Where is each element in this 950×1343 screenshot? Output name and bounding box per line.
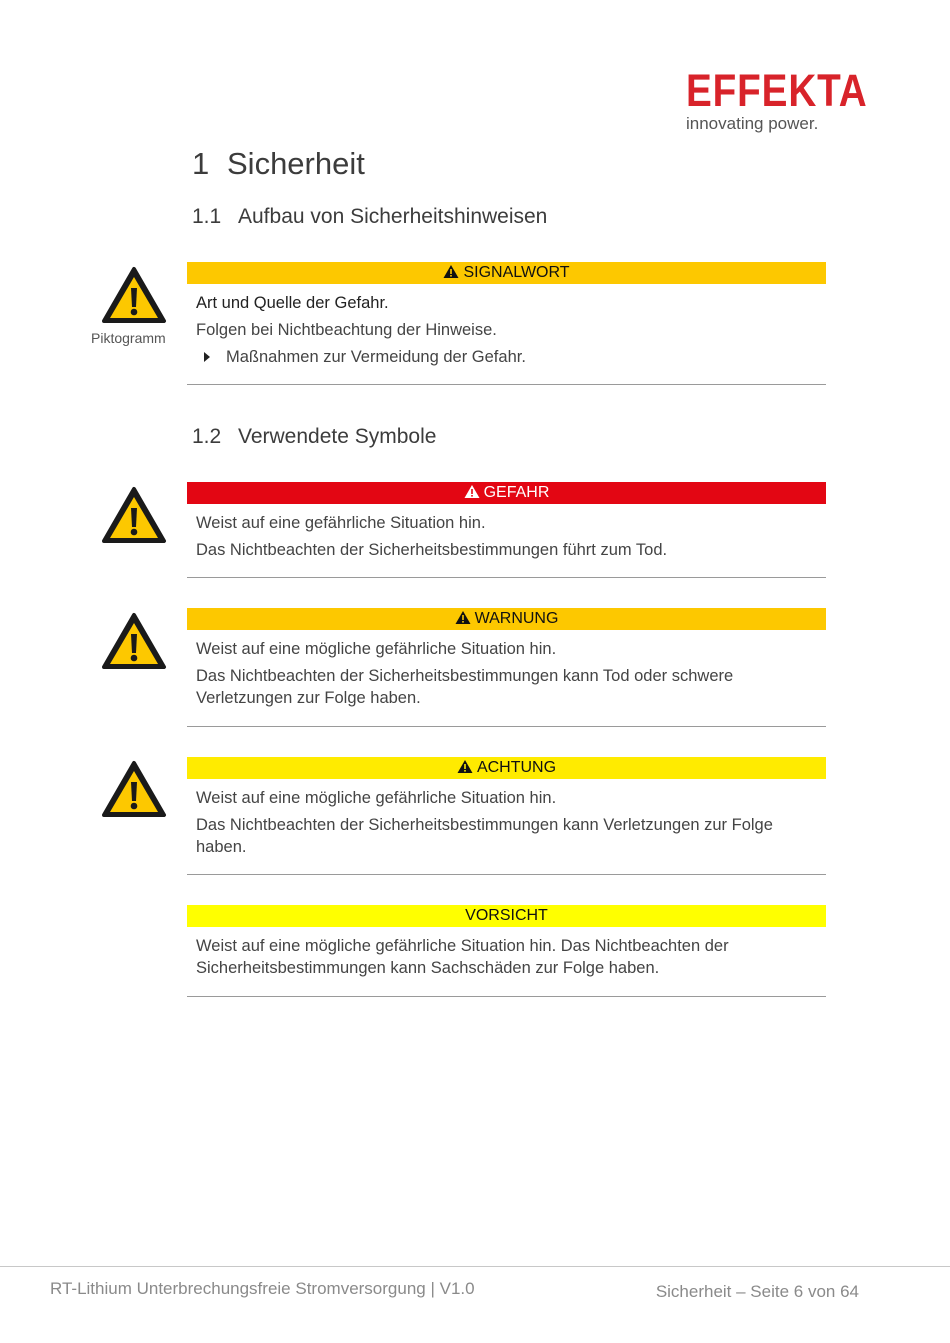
- warning-triangle-icon: [457, 759, 473, 774]
- warning-banner: [187, 608, 826, 630]
- hazard-source: Art und Quelle der Gefahr.: [196, 294, 389, 312]
- banner-label: SIGNALWORT: [463, 264, 570, 281]
- footer-document-title: RT-Lithium Unterbrechungsfreie Stromversorgung | V1.0: [50, 1279, 475, 1298]
- footer-divider: [0, 1266, 950, 1267]
- chapter-heading: [192, 146, 365, 182]
- danger-pictogram-icon: [101, 486, 167, 544]
- measure-text: Maßnahmen zur Vermeidung der Gefahr.: [226, 348, 526, 366]
- footer-page-number: Sicherheit – Seite 6 von 64: [655, 1282, 859, 1301]
- notice-line: Das Nichtbeachten der Sicherheitsbestimmungen kann Tod oder schwere Verletzungen zur Folge haben.: [196, 667, 734, 707]
- logo-tagline: innovating power.: [686, 114, 819, 133]
- section-title: Aufbau von Sicherheitshinweisen: [238, 205, 548, 228]
- chapter-title: Sicherheit: [227, 146, 365, 181]
- warning-notice: [187, 608, 826, 727]
- notice-caution: [187, 905, 826, 997]
- notice-line: Weist auf eine mögliche gefährliche Situation hin.: [196, 640, 557, 658]
- danger-notice: [187, 482, 826, 578]
- banner-label: ACHTUNG: [476, 759, 557, 776]
- hazard-consequence: Folgen bei Nichtbeachtung der Hinweise.: [196, 321, 497, 339]
- safety-notice-template: [187, 262, 826, 385]
- attention-banner: [187, 757, 826, 779]
- section-number: 1.1: [192, 205, 222, 228]
- bullet-arrow-icon: [204, 352, 210, 362]
- chapter-number: 1: [192, 146, 210, 181]
- banner-label: WARNUNG: [474, 610, 559, 627]
- logo-wordmark: EFFEKTA: [686, 65, 868, 116]
- section-number: 1.2: [192, 425, 222, 448]
- warning-pictogram-icon: [101, 266, 167, 324]
- attention-notice: [187, 757, 826, 875]
- section-heading-1-2: [192, 425, 436, 449]
- caution-pictogram-icon: [101, 760, 167, 818]
- notice-line: Das Nichtbeachten der Sicherheitsbestimmungen kann Verletzungen zur Folge haben.: [196, 816, 773, 856]
- notice-line: Weist auf eine mögliche gefährliche Situation hin. Das Nichtbeachten der Sicherheitsbestimmungen kann Sachschäden zur Folge haben.: [196, 937, 729, 977]
- section-title: Verwendete Symbole: [238, 425, 437, 448]
- banner-label: GEFAHR: [483, 484, 550, 501]
- banner-label: VORSICHT: [465, 907, 548, 924]
- hazard-measure: [196, 346, 816, 368]
- warning-triangle-icon: [443, 264, 459, 279]
- warning-triangle-icon: [455, 610, 471, 625]
- notice-line: Weist auf eine gefährliche Situation hin.: [196, 514, 486, 532]
- warning-pictogram-icon: [101, 612, 167, 670]
- notice-line: Das Nichtbeachten der Sicherheitsbestimmungen führt zum Tod.: [196, 541, 668, 559]
- notice-banner: [187, 905, 826, 927]
- section-heading-1-1: [192, 205, 547, 229]
- pictogram-label: Piktogramm: [91, 330, 166, 346]
- effekta-logo: [686, 65, 886, 133]
- notice-line: Weist auf eine mögliche gefährliche Situation hin.: [196, 789, 557, 807]
- danger-banner: [187, 482, 826, 504]
- signal-word-banner: [187, 262, 826, 284]
- warning-triangle-icon: [464, 484, 480, 499]
